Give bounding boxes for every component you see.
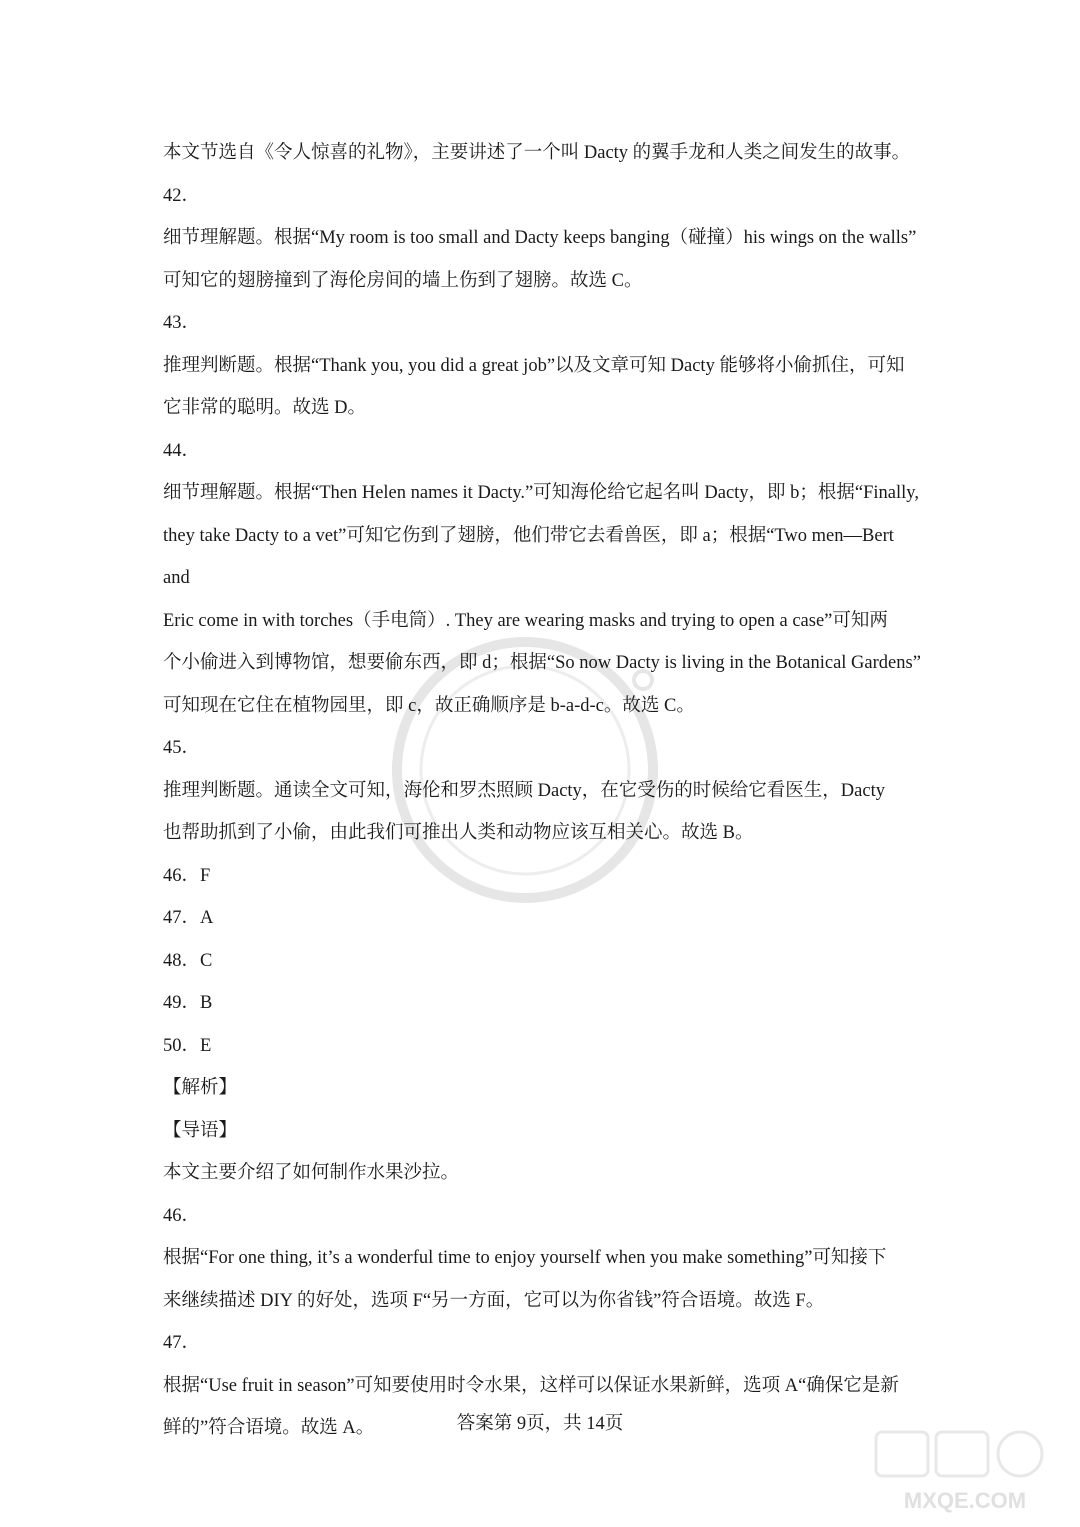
answer-item: 49．B xyxy=(163,993,213,1013)
explanation-line: Eric come in with torches（手电筒）. They are wearing masks and trying to open a case”可知两 xyxy=(163,610,888,631)
explanation-line: 根据“For one thing, it’s a wonderful time to enjoy yourself when you make something”可知接下 xyxy=(163,1248,887,1268)
explanation-line: 本文主要介绍了如何制作水果沙拉。 xyxy=(163,1163,460,1183)
explanation-line: 也帮助抓到了小偷，由此我们可推出人类和动物应该互相关心。故选 B。 xyxy=(163,823,754,843)
explanation-line: 根据“Use fruit in season”可知要使用时令水果，这样可以保证水果新鲜，选项 A“确保它是新 xyxy=(163,1375,899,1396)
question-number: 43． xyxy=(163,313,201,333)
answer-item: 47．A xyxy=(163,908,214,928)
question-number: 42． xyxy=(163,185,201,206)
svg-text:MXQE.COM: MXQE.COM xyxy=(903,1488,1027,1513)
explanation-line: 它非常的聪明。故选 D。 xyxy=(163,398,366,418)
explanation-line: 个小偷进入到博物馆，想要偷东西，即 d；根据“So now Dacty is living in the Botanical Gardens” xyxy=(163,653,921,673)
explanation-line: 细节理解题。根据“My room is too small and Dacty keeps banging（碰撞）his wings on the walls” xyxy=(163,228,917,248)
question-number: 47． xyxy=(163,1333,201,1353)
answer-item: 48．C xyxy=(163,950,213,971)
explanation-line: 可知它的翅膀撞到了海伦房间的墙上伤到了翅膀。故选 C。 xyxy=(163,270,643,291)
explanation-line: 可知现在它住在植物园里，即 c，故正确顺序是 b-a-d-c。故选 C。 xyxy=(163,695,695,716)
explanation-line: they take Dacty to a vet”可知它伤到了翅膀，他们带它去看兽医，即 a；根据“Two men—Bert and xyxy=(163,525,894,588)
line-intro: 本文节选自《令人惊喜的礼物》，主要讲述了一个叫 Dacty 的翼手龙和人类之间发生的故事。 xyxy=(163,143,911,163)
explanation-line: 推理判断题。根据“Thank you, you did a great job”以及文章可知 Dacty 能够将小偷抓住，可知 xyxy=(163,355,905,376)
section-heading: 【导语】 xyxy=(163,1120,238,1141)
explanation-line: 推理判断题。通读全文可知，海伦和罗杰照顾 Dacty，在它受伤的时候给它看医生，Dacty xyxy=(163,780,885,801)
answer-text xyxy=(163,132,923,1450)
question-number: 46． xyxy=(163,1205,201,1226)
answer-item: 50．E xyxy=(163,1035,212,1056)
page-footer: 答案第 9页，共 14页 xyxy=(456,1414,624,1434)
question-number: 45． xyxy=(163,738,201,758)
answer-item: 46．F xyxy=(163,865,211,886)
explanation-line: 鲜的”符合语境。故选 A。 xyxy=(163,1418,375,1438)
section-heading: 【解析】 xyxy=(163,1078,238,1098)
question-number: 44． xyxy=(163,440,201,461)
explanation-line: 来继续描述 DIY 的好处，选项 F“另一方面，它可以为你省钱”符合语境。故选 F。 xyxy=(163,1290,825,1311)
explanation-line: 细节理解题。根据“Then Helen names it Dacty.”可知海伦给它起名叫 Dacty，即 b；根据“Finally, xyxy=(163,483,919,503)
